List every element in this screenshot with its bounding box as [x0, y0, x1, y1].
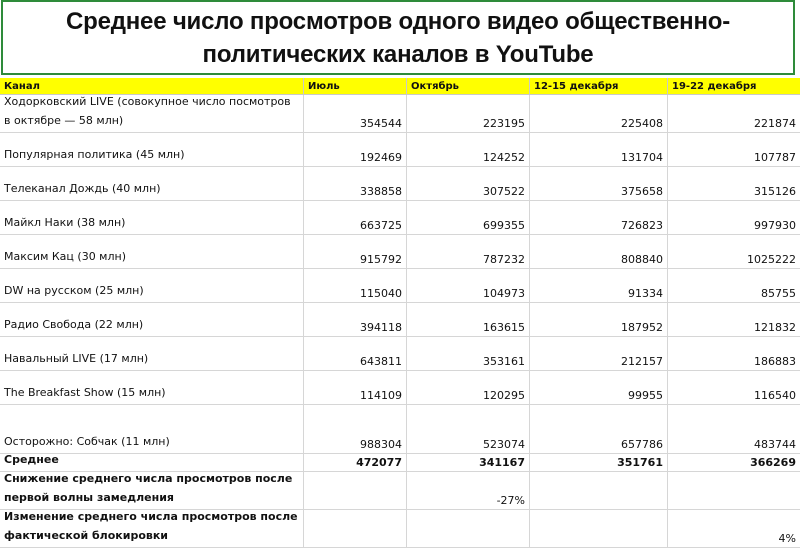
- cell-value[interactable]: 124252: [407, 133, 530, 166]
- title-line-2: политических каналов в YouTube: [202, 40, 594, 68]
- cell-value[interactable]: 221874: [754, 117, 796, 130]
- cell-value[interactable]: 341167: [407, 454, 530, 471]
- cell-value[interactable]: 338858: [304, 167, 407, 200]
- cell-channel-name[interactable]: Ходорковский LIVE (совокупное число посмотров в октябре — 58 млн): [0, 95, 304, 132]
- cell-channel-name[interactable]: Навальный LIVE (17 млн): [0, 337, 304, 370]
- cell-value[interactable]: 472077: [304, 454, 407, 471]
- cell-value[interactable]: 787232: [407, 235, 530, 268]
- header-cell-dec-12-15[interactable]: 12-15 декабря: [530, 78, 668, 94]
- cell-value[interactable]: -27%: [407, 472, 530, 509]
- table-row: [0, 133, 800, 167]
- cell-value[interactable]: 192469: [304, 133, 407, 166]
- cell-value[interactable]: 121832: [754, 321, 796, 334]
- cell-channel-name[interactable]: The Breakfast Show (15 млн): [0, 371, 304, 404]
- table-row: [0, 405, 800, 454]
- header-cell-dec-19-22[interactable]: 19-22 декабря: [672, 81, 757, 92]
- cell-value[interactable]: 4%: [778, 532, 796, 545]
- cell-value[interactable]: 375658: [530, 167, 668, 200]
- table-row: [0, 95, 800, 133]
- cell-value[interactable]: 657786: [530, 405, 668, 453]
- table-row: [0, 269, 800, 303]
- header-cell-july[interactable]: Июль: [304, 78, 407, 94]
- cell-value[interactable]: 663725: [304, 201, 407, 234]
- cell-value[interactable]: 99955: [530, 371, 668, 404]
- cell-value[interactable]: 354544: [304, 95, 407, 132]
- cell-value[interactable]: 915792: [304, 235, 407, 268]
- cell-value[interactable]: [304, 510, 407, 547]
- cell-value[interactable]: [304, 472, 407, 509]
- cell-channel-name[interactable]: Снижение среднего числа просмотров после первой волны замедления: [0, 472, 304, 509]
- cell-value[interactable]: [668, 472, 800, 509]
- decline-row: [0, 472, 800, 510]
- change-row: [0, 510, 800, 548]
- cell-value[interactable]: [530, 472, 668, 509]
- cell-channel-name[interactable]: Среднее: [0, 454, 304, 471]
- cell-channel-name[interactable]: Радио Свобода (22 млн): [0, 303, 304, 336]
- cell-value[interactable]: 163615: [407, 303, 530, 336]
- table-row: [0, 201, 800, 235]
- cell-channel-name[interactable]: Осторожно: Собчак (11 млн): [0, 405, 304, 453]
- cell-value[interactable]: 808840: [530, 235, 668, 268]
- cell-value[interactable]: 353161: [407, 337, 530, 370]
- cell-channel-name[interactable]: Майкл Наки (38 млн): [0, 201, 304, 234]
- cell-value[interactable]: 212157: [530, 337, 668, 370]
- cell-value[interactable]: 1025222: [747, 253, 796, 266]
- cell-channel-name[interactable]: Максим Кац (30 млн): [0, 235, 304, 268]
- table-row: [0, 235, 800, 269]
- cell-value[interactable]: 307522: [407, 167, 530, 200]
- cell-value[interactable]: 223195: [407, 95, 530, 132]
- header-cell-channel[interactable]: Канал: [0, 78, 304, 94]
- cell-channel-name[interactable]: DW на русском (25 млн): [0, 269, 304, 302]
- cell-value[interactable]: 366269: [750, 456, 796, 469]
- cell-value[interactable]: 351761: [530, 454, 668, 471]
- cell-value[interactable]: 104973: [407, 269, 530, 302]
- cell-value[interactable]: 997930: [754, 219, 796, 232]
- cell-value[interactable]: 315126: [754, 185, 796, 198]
- cell-value[interactable]: 91334: [530, 269, 668, 302]
- cell-value[interactable]: 523074: [407, 405, 530, 453]
- cell-value[interactable]: 107787: [754, 151, 796, 164]
- cell-value[interactable]: 186883: [754, 355, 796, 368]
- cell-value[interactable]: 115040: [304, 269, 407, 302]
- cell-value[interactable]: 483744: [754, 438, 796, 451]
- cell-value[interactable]: 85755: [761, 287, 796, 300]
- cell-value[interactable]: 394118: [304, 303, 407, 336]
- cell-value[interactable]: 120295: [407, 371, 530, 404]
- cell-value[interactable]: 116540: [754, 389, 796, 402]
- cell-value[interactable]: 643811: [304, 337, 407, 370]
- cell-value[interactable]: 131704: [530, 133, 668, 166]
- title-banner: [1, 0, 795, 75]
- table-row: [0, 371, 800, 405]
- cell-value[interactable]: 699355: [407, 201, 530, 234]
- cell-channel-name[interactable]: Изменение среднего числа просмотров после фактической блокировки: [0, 510, 304, 547]
- header-cell-october[interactable]: Октябрь: [407, 78, 530, 94]
- cell-value[interactable]: 114109: [304, 371, 407, 404]
- cell-value[interactable]: 988304: [304, 405, 407, 453]
- cell-channel-name[interactable]: Популярная политика (45 млн): [0, 133, 304, 166]
- cell-value[interactable]: 225408: [530, 95, 668, 132]
- table-row: [0, 337, 800, 371]
- table-row: [0, 167, 800, 201]
- title-line-1: Среднее число просмотров одного видео общественно-: [65, 7, 731, 35]
- table-row: [0, 303, 800, 337]
- cell-value[interactable]: [530, 510, 668, 547]
- cell-channel-name[interactable]: Телеканал Дождь (40 млн): [0, 167, 304, 200]
- cell-value[interactable]: 726823: [530, 201, 668, 234]
- cell-value[interactable]: [407, 510, 530, 547]
- cell-value[interactable]: 187952: [530, 303, 668, 336]
